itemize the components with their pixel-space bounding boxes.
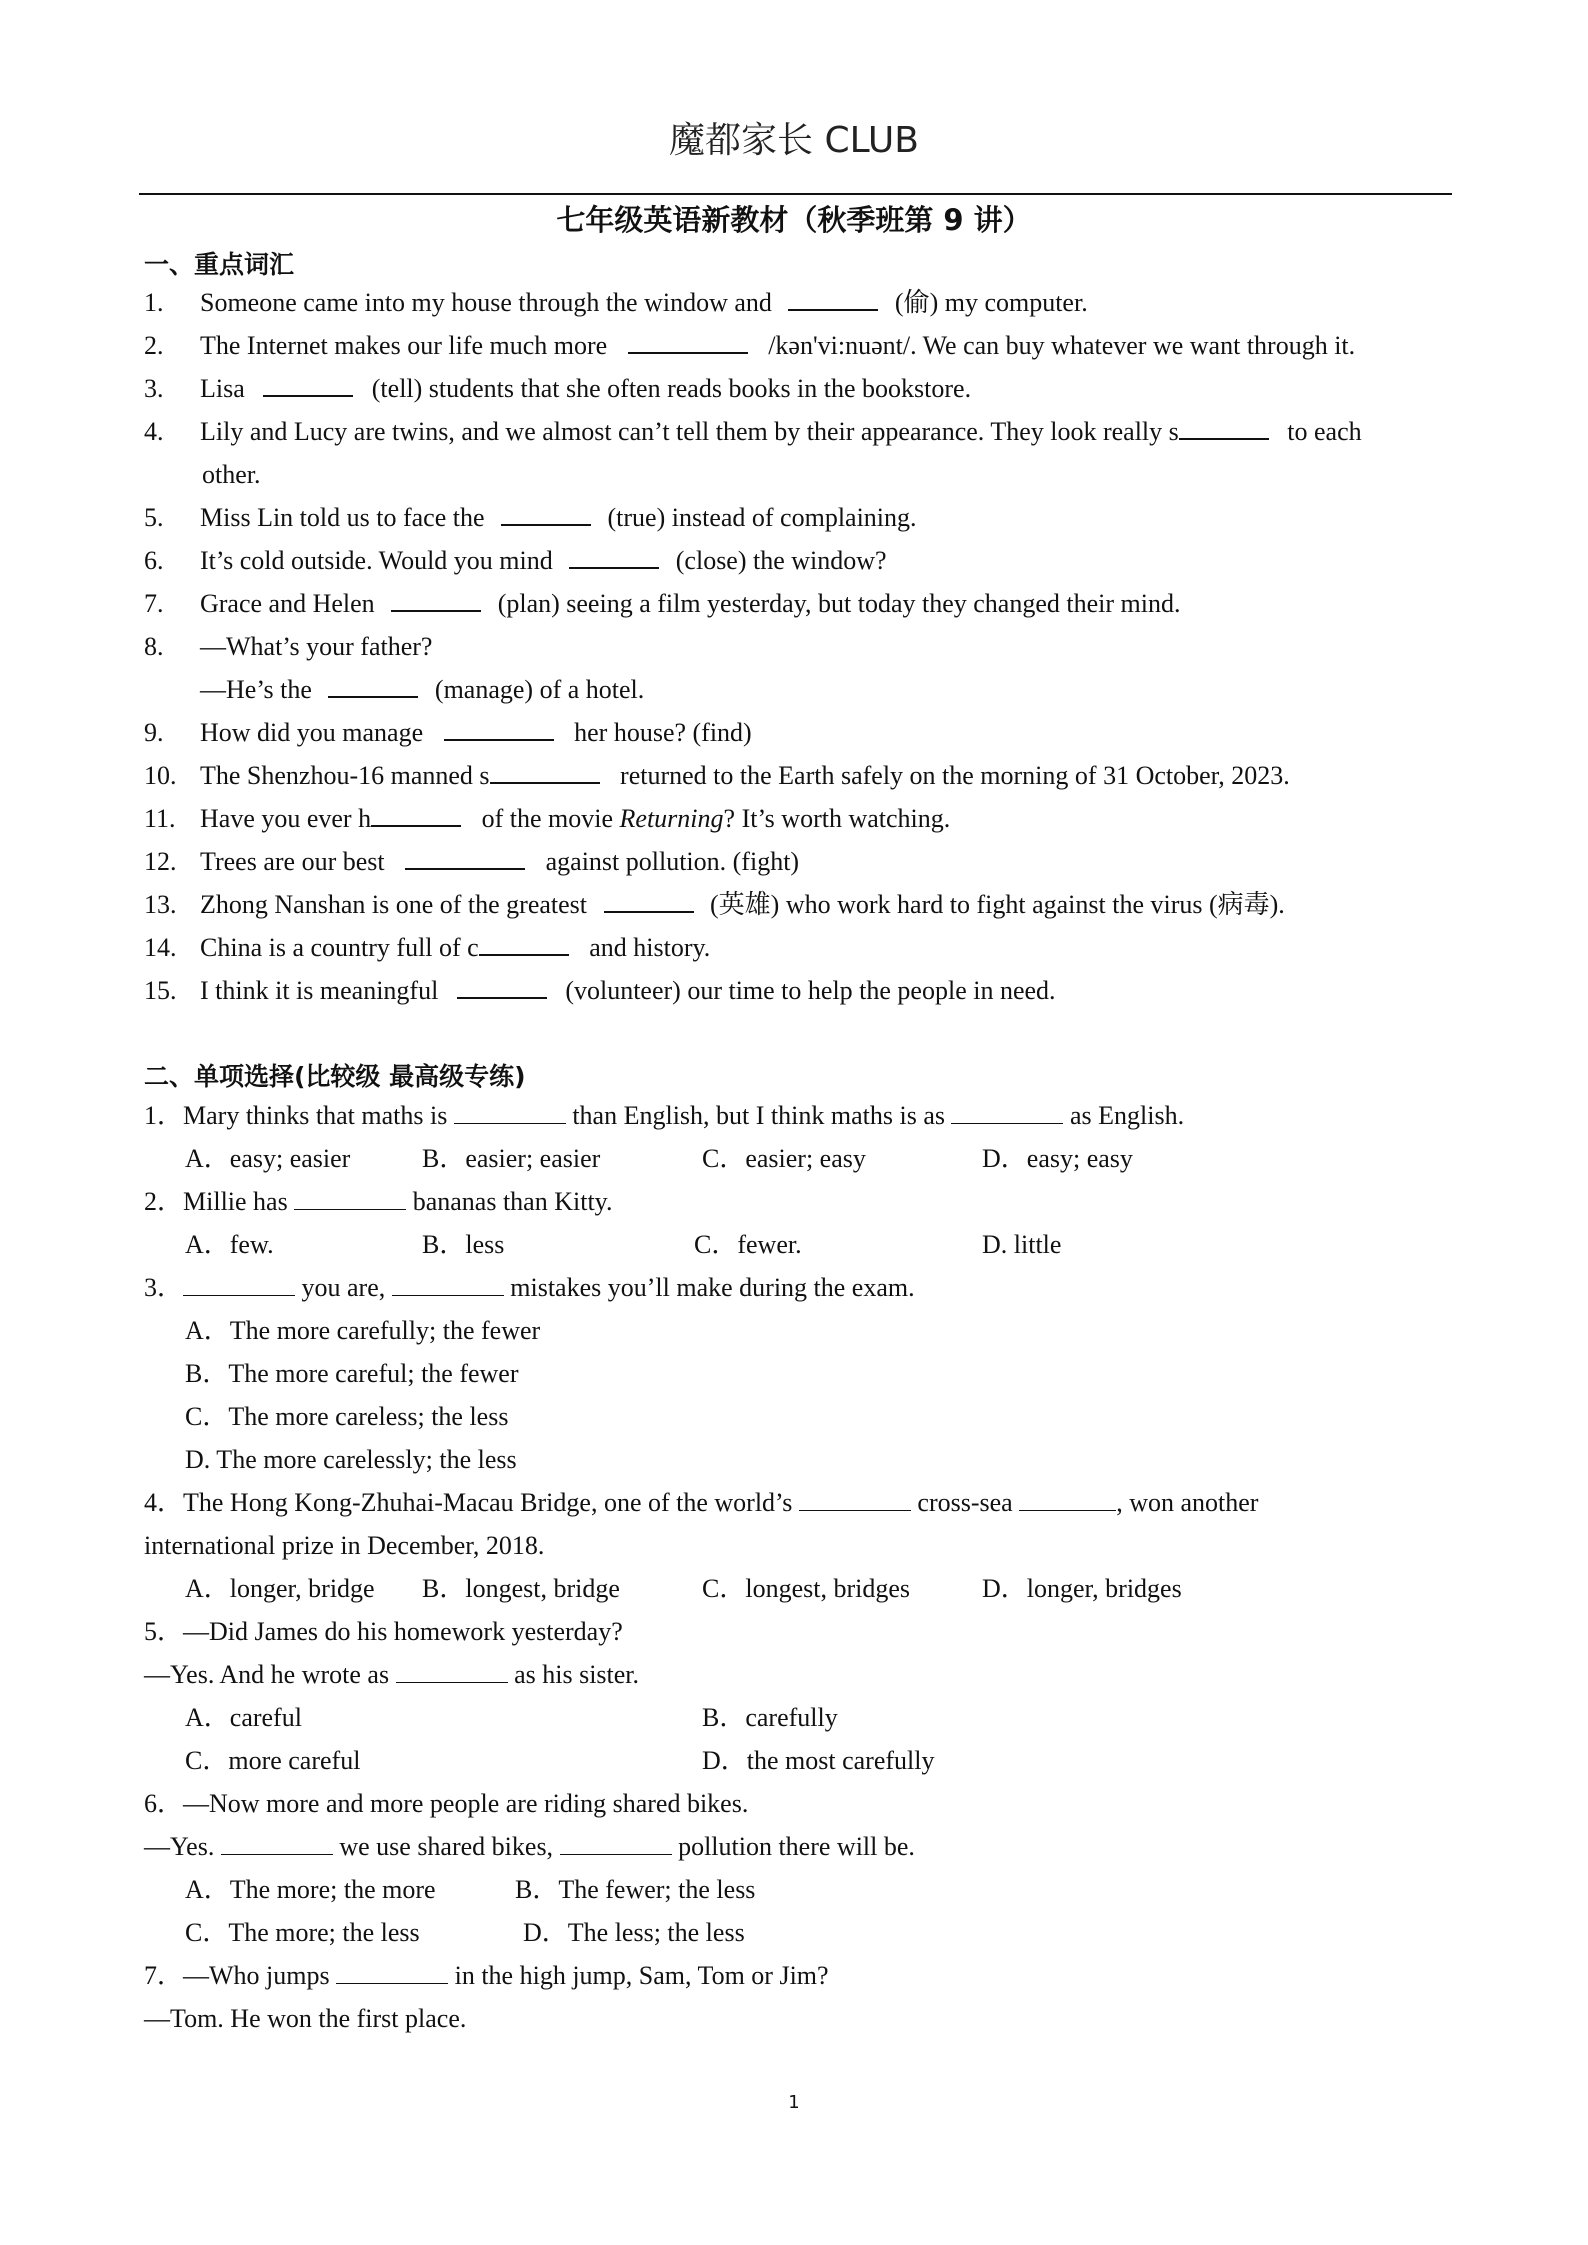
question-text: How did you manage <box>200 718 424 747</box>
question-text: pollution there will be. <box>678 1832 915 1861</box>
answer-blank[interactable] <box>336 1961 448 1984</box>
answer-blank[interactable] <box>457 975 547 999</box>
document-title: 七年级英语新教材（秋季班第 9 讲） <box>556 203 1032 237</box>
question-text: against pollution. (fight) <box>545 847 800 876</box>
question-text: China is a country full of c <box>200 933 479 962</box>
vocab-question-9 <box>200 717 752 749</box>
vocab-question-13 <box>200 889 1285 921</box>
vocab-question-4-cont: other. <box>202 460 261 489</box>
option-c[interactable]: C．The more careless; the less <box>185 1402 509 1431</box>
question-text: (英雄) who work hard to fight against the virus (病毒). <box>710 890 1285 919</box>
answer-blank[interactable] <box>392 1273 504 1296</box>
option-a[interactable]: A．The more; the more <box>185 1875 436 1904</box>
question-text: in the high jump, Sam, Tom or Jim? <box>454 1961 829 1990</box>
question-text: The Internet makes our life much more <box>200 331 608 360</box>
vocab-number-2: 2. <box>144 331 164 360</box>
question-text: you are, <box>301 1273 386 1302</box>
option-d[interactable]: D. The more carelessly; the less <box>185 1445 517 1474</box>
mc-question-6: 6．—Now more and more people are riding shared bikes. <box>144 1789 749 1818</box>
question-text: cross-sea <box>917 1488 1013 1517</box>
vocab-question-7 <box>200 588 1180 620</box>
vocab-number-9: 9. <box>144 718 164 747</box>
vocab-number-11: 11. <box>144 804 176 833</box>
answer-blank[interactable] <box>569 545 659 569</box>
question-text: (manage) of a hotel. <box>434 675 645 704</box>
vocab-number-13: 13. <box>144 890 177 919</box>
option-d[interactable]: D. little <box>982 1230 1062 1259</box>
option-d[interactable]: D．The less; the less <box>523 1918 745 1947</box>
answer-blank[interactable] <box>951 1101 1063 1124</box>
mc-question-1 <box>144 1100 1184 1132</box>
question-text: (close) the window? <box>675 546 887 575</box>
page-number: 1 <box>788 2092 800 2113</box>
answer-blank[interactable] <box>799 1488 911 1511</box>
option-c[interactable]: C．fewer. <box>694 1230 802 1259</box>
mc-question-7 <box>144 1960 829 1992</box>
vocab-number-12: 12. <box>144 847 177 876</box>
question-text: Grace and Helen <box>200 589 375 618</box>
header-divider <box>139 193 1452 195</box>
question-text: Lisa <box>200 374 245 403</box>
mc-question-4-cont: international prize in December, 2018. <box>144 1531 545 1560</box>
mc-question-5: 5．—Did James do his homework yesterday? <box>144 1617 623 1646</box>
option-a[interactable]: A．longer, bridge <box>185 1574 375 1603</box>
question-text: bananas than Kitty. <box>412 1187 613 1216</box>
answer-blank[interactable] <box>294 1187 406 1210</box>
option-c[interactable]: C．The more; the less <box>185 1918 420 1947</box>
answer-blank[interactable] <box>490 760 600 784</box>
question-text: It’s cold outside. Would you mind <box>200 546 553 575</box>
vocab-question-14 <box>200 932 710 964</box>
question-text: Miss Lin told us to face the <box>200 503 485 532</box>
option-a[interactable]: A．careful <box>185 1703 302 1732</box>
vocab-question-8: —What’s your father? <box>200 632 433 661</box>
option-c[interactable]: C．more careful <box>185 1746 361 1775</box>
mc-question-6-reply <box>144 1831 915 1863</box>
section2-heading: 二、单项选择(比较级 最高级专练) <box>144 1062 526 1091</box>
answer-blank[interactable] <box>560 1832 672 1855</box>
question-text: 2．Millie has <box>144 1187 288 1216</box>
mc-question-5-reply <box>144 1659 639 1691</box>
option-b[interactable]: B．easier; easier <box>422 1144 601 1173</box>
question-text: than English, but I think maths is as <box>572 1101 945 1130</box>
option-a[interactable]: A．easy; easier <box>185 1144 351 1173</box>
vocab-question-2 <box>200 330 1355 362</box>
vocab-question-4 <box>200 416 1362 448</box>
question-text: /kən'vi:nuənt/. We can buy whatever we want through it. <box>768 331 1356 360</box>
question-text: (volunteer) our time to help the people in need. <box>565 976 1056 1005</box>
option-b[interactable]: B．less <box>422 1230 505 1259</box>
answer-blank[interactable] <box>221 1832 333 1855</box>
question-text: 4．The Hong Kong-Zhuhai-Macau Bridge, one of the world’s <box>144 1488 793 1517</box>
option-c[interactable]: C．easier; easy <box>702 1144 866 1173</box>
answer-blank[interactable] <box>479 932 569 956</box>
option-b[interactable]: B．The fewer; the less <box>515 1875 756 1904</box>
answer-blank[interactable] <box>501 502 591 526</box>
question-text: Have you ever h <box>200 804 372 833</box>
question-text: returned to the Earth safely on the morning of 31 October, 2023. <box>620 761 1290 790</box>
question-text: —Yes. <box>144 1832 215 1861</box>
section1-heading: 一、重点词汇 <box>144 250 295 279</box>
question-text: , won another <box>1116 1488 1259 1517</box>
answer-blank[interactable] <box>405 846 525 870</box>
question-text: —Yes. And he wrote as <box>144 1660 390 1689</box>
option-d[interactable]: D．easy; easy <box>982 1144 1133 1173</box>
option-a[interactable]: A．few. <box>185 1230 274 1259</box>
question-text: The Shenzhou-16 manned s <box>200 761 490 790</box>
question-text: ? It’s worth watching. <box>723 804 951 833</box>
question-text: as English. <box>1069 1101 1185 1130</box>
vocab-question-15 <box>200 975 1056 1007</box>
vocab-number-8: 8. <box>144 632 164 661</box>
question-text: —He’s the <box>200 675 312 704</box>
question-text: to each <box>1287 417 1362 446</box>
vocab-number-4: 4. <box>144 417 164 446</box>
option-d[interactable]: D．longer, bridges <box>982 1574 1182 1603</box>
question-text: (偷) my computer. <box>894 288 1088 317</box>
question-text: (true) instead of complaining. <box>607 503 917 532</box>
vocab-question-10 <box>200 760 1290 792</box>
vocab-number-5: 5. <box>144 503 164 532</box>
answer-blank[interactable] <box>328 674 418 698</box>
question-text: mistakes you’ll make during the exam. <box>510 1273 915 1302</box>
answer-blank[interactable] <box>628 330 748 354</box>
header-title: 魔都家长 CLUB <box>669 120 919 161</box>
question-text: (tell) students that she often reads books in the bookstore. <box>371 374 972 403</box>
question-text: (plan) seeing a film yesterday, but today they changed their mind. <box>497 589 1181 618</box>
answer-blank[interactable] <box>1179 416 1269 440</box>
vocab-number-10: 10. <box>144 761 177 790</box>
vocab-question-1 <box>200 287 1088 319</box>
vocab-number-1: 1. <box>144 288 164 317</box>
question-text: of the movie <box>481 804 614 833</box>
answer-blank[interactable] <box>396 1660 508 1683</box>
vocab-number-15: 15. <box>144 976 177 1005</box>
question-text: as his sister. <box>514 1660 640 1689</box>
answer-blank[interactable] <box>263 373 353 397</box>
question-text: and history. <box>589 933 711 962</box>
question-text: Trees are our best <box>200 847 385 876</box>
vocab-question-5 <box>200 502 917 534</box>
vocab-question-8-reply <box>200 674 644 706</box>
answer-blank[interactable] <box>788 287 878 311</box>
vocab-question-11 <box>200 803 950 835</box>
vocab-question-6 <box>200 545 887 577</box>
question-text: 7．—Who jumps <box>144 1961 330 1990</box>
answer-blank[interactable] <box>604 889 694 913</box>
question-text: Zhong Nanshan is one of the greatest <box>200 890 588 919</box>
option-b[interactable]: B．carefully <box>702 1703 838 1732</box>
question-text: 3． <box>144 1273 184 1302</box>
question-text: Someone came into my house through the window and <box>200 288 772 317</box>
answer-blank[interactable] <box>391 588 481 612</box>
vocab-number-14: 14. <box>144 933 177 962</box>
vocab-number-7: 7. <box>144 589 164 618</box>
answer-blank[interactable] <box>454 1101 566 1124</box>
mc-question-7-reply: —Tom. He won the first place. <box>144 2004 467 2033</box>
mc-question-4 <box>144 1487 1258 1519</box>
option-c[interactable]: C．longest, bridges <box>702 1574 910 1603</box>
vocab-question-3 <box>200 373 971 405</box>
vocab-question-12 <box>200 846 799 878</box>
option-b[interactable]: B．The more careful; the fewer <box>185 1359 519 1388</box>
question-text: 1．Mary thinks that maths is <box>144 1101 448 1130</box>
question-text: Lily and Lucy are twins, and we almost can’t tell them by their appearance. They look really s <box>200 417 1179 446</box>
option-d[interactable]: D．the most carefully <box>702 1746 935 1775</box>
movie-title: Returning <box>619 804 724 833</box>
option-b[interactable]: B．longest, bridge <box>422 1574 620 1603</box>
vocab-number-3: 3. <box>144 374 164 403</box>
mc-question-2 <box>144 1186 612 1218</box>
answer-blank[interactable] <box>183 1273 295 1296</box>
option-a[interactable]: A．The more carefully; the fewer <box>185 1316 541 1345</box>
answer-blank[interactable] <box>371 803 461 827</box>
question-text: we use shared bikes, <box>339 1832 554 1861</box>
question-text: I think it is meaningful <box>200 976 439 1005</box>
answer-blank[interactable] <box>444 717 554 741</box>
answer-blank[interactable] <box>1019 1488 1116 1511</box>
question-text: her house? (find) <box>574 718 752 747</box>
vocab-number-6: 6. <box>144 546 164 575</box>
mc-question-3 <box>144 1272 915 1304</box>
